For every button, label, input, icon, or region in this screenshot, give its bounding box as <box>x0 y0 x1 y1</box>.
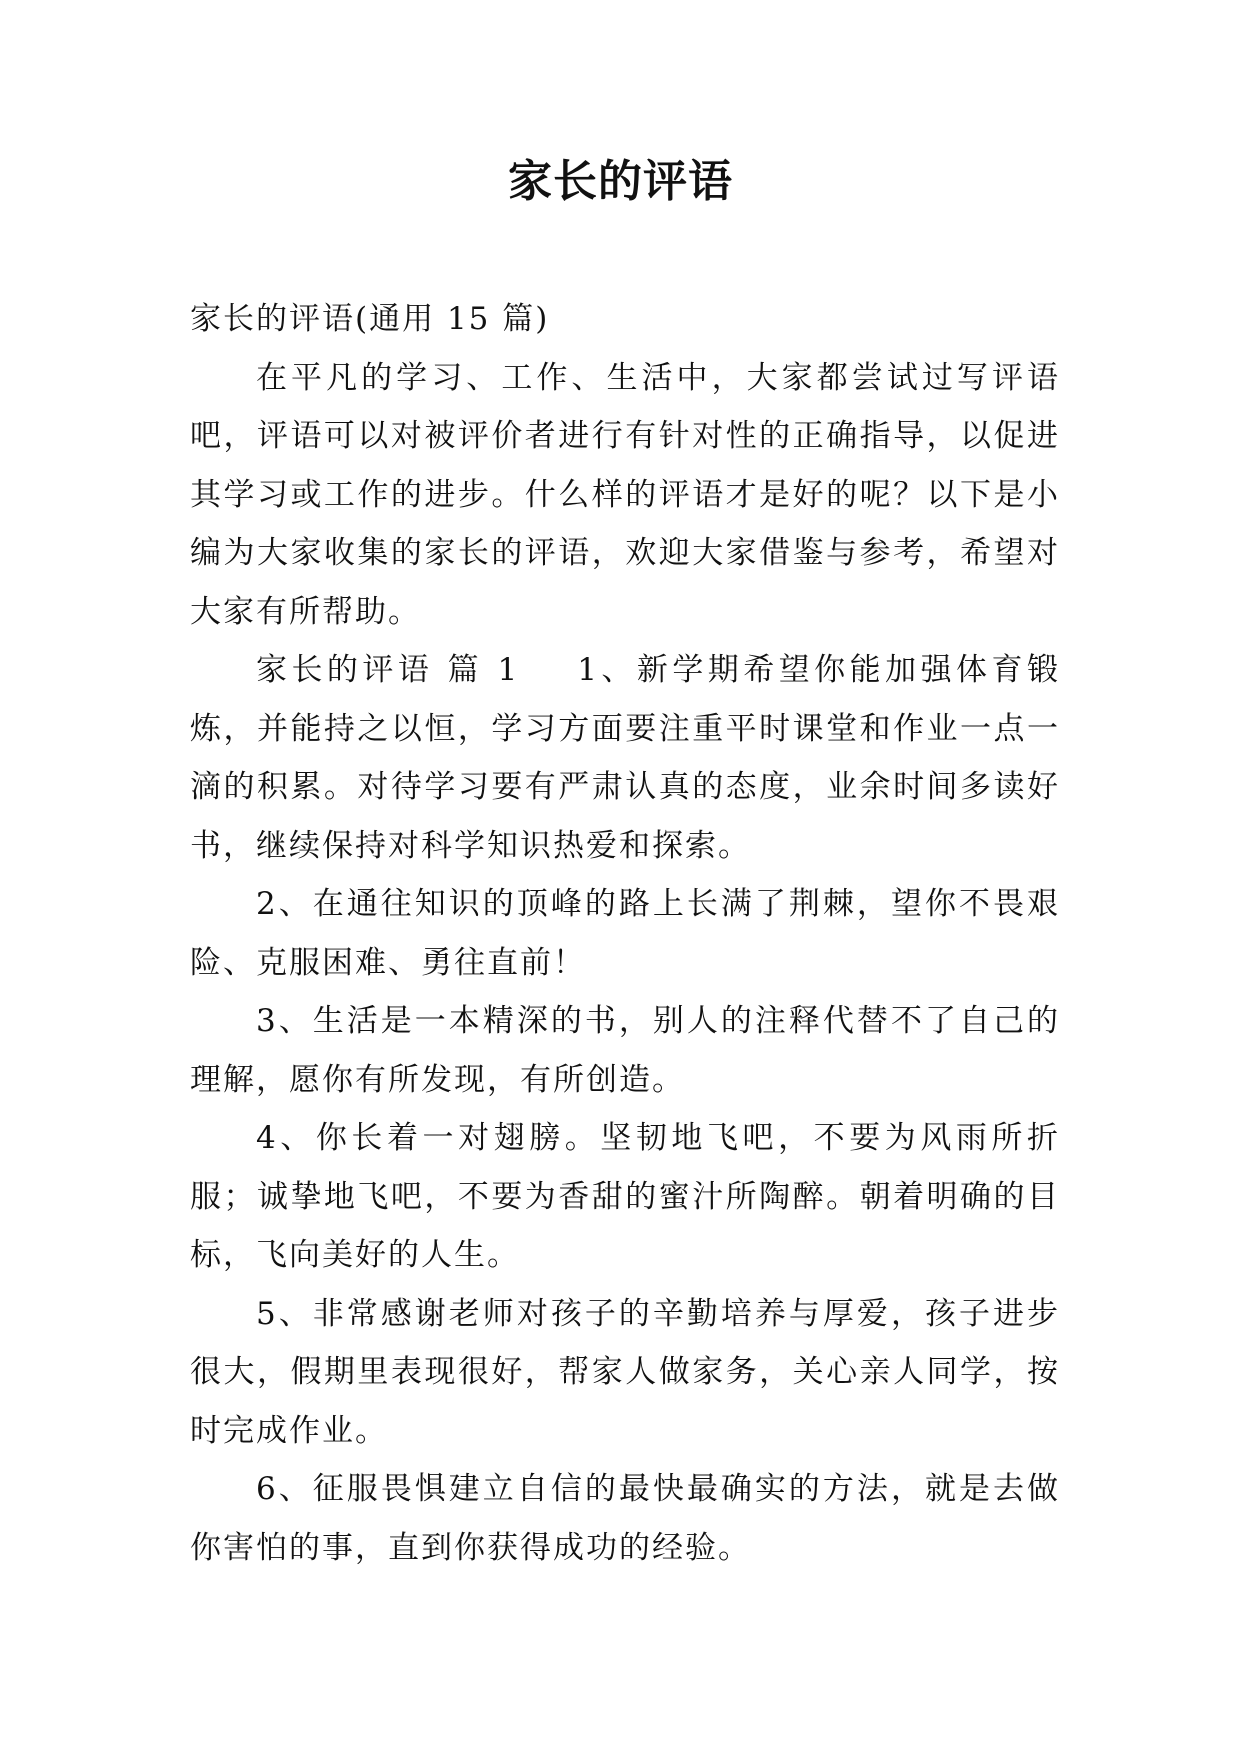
section-heading: 家长的评语 篇 1 <box>256 652 520 688</box>
document-title: 家长的评语 <box>508 156 733 207</box>
item-3: 3、生活是一本精深的书，别人的注释代替不了自己的理解，愿你有所发现，有所创造。 <box>190 1003 1060 1098</box>
section-paragraph-1 <box>190 641 1060 875</box>
item-4: 4、你长着一对翅膀。坚韧地飞吧，不要为风雨所折服；诚挚地飞吧，不要为香甜的蜜汁所陶醉。朝着明确的目标，飞向美好的人生。 <box>190 1120 1060 1273</box>
document-body <box>190 290 1060 1577</box>
intro-paragraph: 在平凡的学习、工作、生活中，大家都尝试过写评语吧，评语可以对被评价者进行有针对性的正确指导，以促进其学习或工作的进步。什么样的评语才是好的呢？以下是小编为大家收集的家长的评语，欢迎大家借鉴与参考，希望对大家有所帮助。 <box>190 359 1060 630</box>
item-1: 1、新学期希望你能加强体育锻炼，并能持之以恒，学习方面要注重平时课堂和作业一点一滴的积累。对待学习要有严肃认真的态度，业余时间多读好书，继续保持对科学知识热爱和探索。 <box>190 652 1060 864</box>
document-subtitle: 家长的评语(通用 15 篇) <box>190 301 550 337</box>
item-2: 2、在通往知识的顶峰的路上长满了荆棘，望你不畏艰险、克服困难、勇往直前！ <box>190 886 1060 981</box>
item-6: 6、征服畏惧建立自信的最快最确实的方法，就是去做你害怕的事，直到你获得成功的经验。 <box>190 1471 1060 1566</box>
item-5: 5、非常感谢老师对孩子的辛勤培养与厚爱，孩子进步很大，假期里表现很好，帮家人做家务，关心亲人同学，按时完成作业。 <box>190 1295 1060 1449</box>
